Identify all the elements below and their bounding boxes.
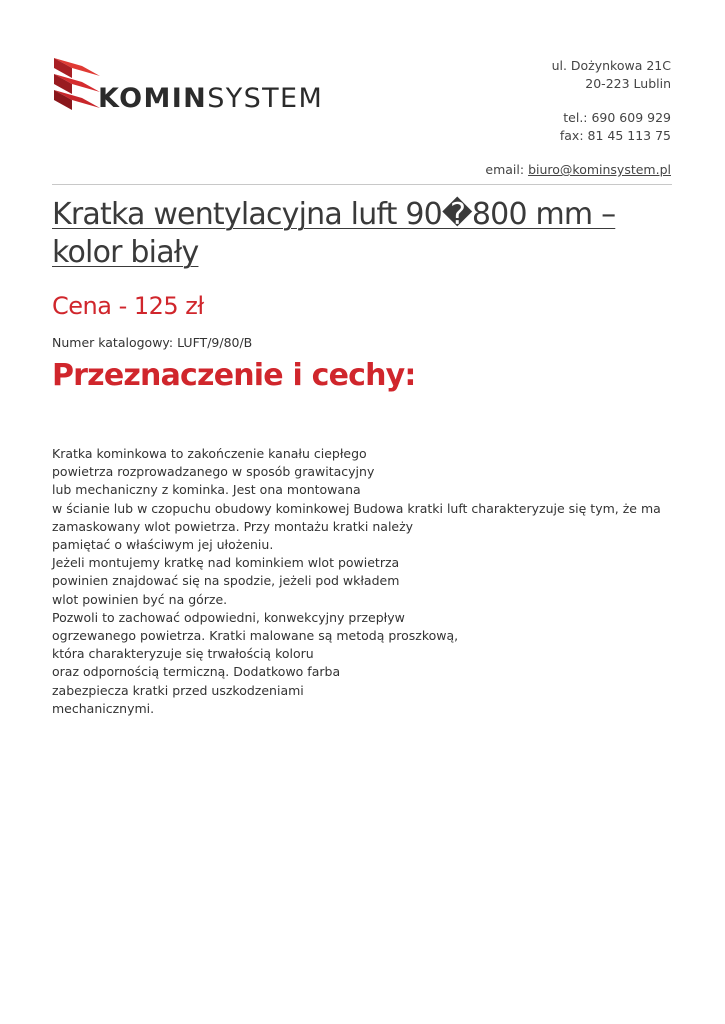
description-line: Pozwoli to zachować odpowiedni, konwekcyjny przepływ [52, 609, 405, 625]
description-line: Jeżeli montujemy kratkę nad kominkiem wlot powietrza [52, 555, 400, 571]
product-title[interactable]: Kratka wentylacyjna luft 90�800 mm – kolor biały [52, 197, 616, 270]
description-line: pamiętać o właściwym jej ułożeniu. [52, 537, 274, 553]
product-price: Cena - 125 zł [52, 292, 204, 320]
description-line: mechanicznymi. [52, 700, 155, 716]
section-title: Przeznaczenie i cechy: [52, 358, 416, 393]
description-line: wlot powinien być na górze. [52, 591, 228, 607]
contact-block [411, 57, 671, 179]
brand-name-light: SYSTEM [207, 83, 324, 114]
description-line: zabezpiecza kratki przed uszkodzeniami [52, 682, 304, 698]
description-line: lub mechaniczny z kominka. Jest ona montowana [52, 482, 361, 498]
brand-name-bold: KOMIN [98, 83, 208, 114]
brand-name [98, 84, 323, 114]
description-line: która charakteryzuje się trwałością koloru [52, 646, 314, 662]
komin-chevron-logo-icon [52, 56, 102, 116]
address-street: ul. Dożynkowa 21C [551, 58, 671, 73]
description-line: w ścianie lub w czopuchu obudowy kominkowej Budowa kratki luft charakteryzuje się tym, że ma [52, 500, 661, 516]
header-divider [52, 184, 672, 185]
description-line: powinien znajdować się na spodzie, jeżeli pod wkładem [52, 573, 400, 589]
company-logo [52, 56, 342, 116]
product-description [52, 445, 682, 718]
email-link[interactable]: biuro@kominsystem.pl [528, 162, 671, 177]
fax-number: fax: 81 45 113 75 [559, 127, 671, 143]
email-label: email: [485, 162, 529, 177]
email-row [411, 161, 671, 179]
description-line: Kratka kominkowa to zakończenie kanału ciepłego [52, 446, 367, 461]
address-city: 20-223 Lublin [585, 75, 671, 91]
catalog-number: Numer katalogowy: LUFT/9/80/B [52, 335, 253, 350]
description-line: oraz odpornością termiczną. Dodatkowo farba [52, 664, 341, 680]
description-line: powietrza rozprowadzanego w sposób grawitacyjny [52, 464, 375, 480]
description-line: ogrzewanego powietrza. Kratki malowane są metodą proszkową, [52, 628, 459, 644]
description-line: zamaskowany wlot powietrza. Przy montażu kratki należy [52, 518, 414, 534]
phone-number: tel.: 690 609 929 [563, 110, 671, 125]
